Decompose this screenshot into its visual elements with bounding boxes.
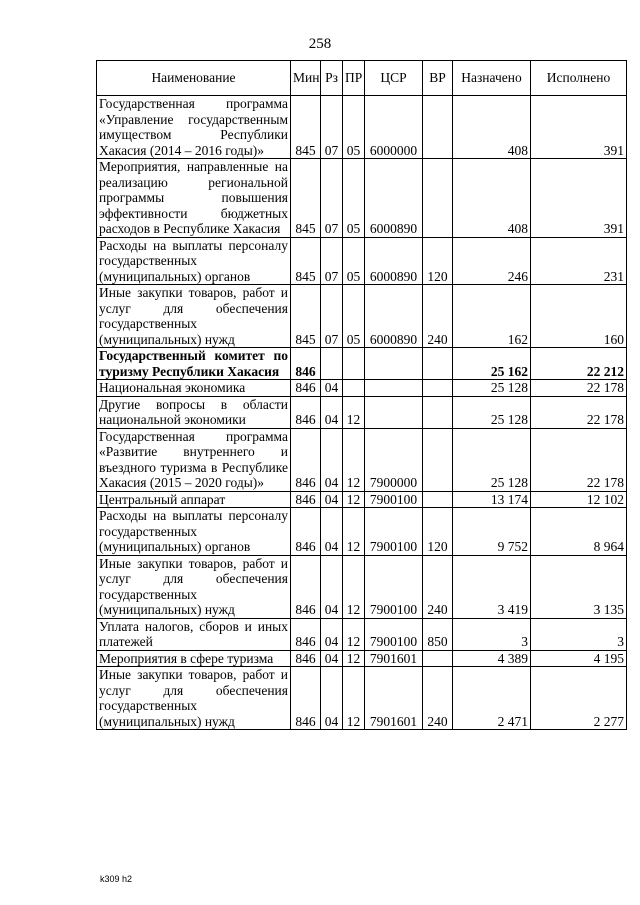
cell-name: Расходы на выплаты персоналу государственных (муниципальных) органов (97, 237, 291, 285)
cell-min: 846 (291, 508, 321, 556)
table-row (97, 96, 627, 159)
cell-executed: 12 102 (531, 491, 627, 508)
cell-assigned: 25 162 (453, 348, 531, 380)
cell-executed: 22 178 (531, 428, 627, 491)
header-rz: Рз (321, 61, 343, 96)
cell-rz (321, 348, 343, 380)
cell-assigned: 162 (453, 285, 531, 348)
cell-rz: 04 (321, 380, 343, 397)
cell-min: 846 (291, 491, 321, 508)
cell-assigned: 25 128 (453, 396, 531, 428)
cell-rz: 07 (321, 237, 343, 285)
cell-csr: 6000890 (365, 237, 423, 285)
cell-min: 846 (291, 428, 321, 491)
cell-name: Мероприятия, направленные на реализацию региональной программы повышения эффективности бюджетных расходов в Республике Хакасия (97, 159, 291, 238)
table-row (97, 491, 627, 508)
cell-name: Другие вопросы в области национальной экономики (97, 396, 291, 428)
page-number: 258 (308, 36, 332, 52)
cell-vr (423, 396, 453, 428)
cell-executed: 3 135 (531, 555, 627, 618)
cell-min: 846 (291, 348, 321, 380)
table-row (97, 348, 627, 380)
cell-vr: 120 (423, 508, 453, 556)
cell-csr: 7901601 (365, 667, 423, 730)
cell-name: Государственный комитет по туризму Республики Хакасия (97, 348, 291, 380)
table-header-row (97, 61, 627, 96)
cell-assigned: 408 (453, 96, 531, 159)
cell-vr: 240 (423, 285, 453, 348)
cell-csr: 7900100 (365, 618, 423, 650)
table-row (97, 508, 627, 556)
cell-vr: 850 (423, 618, 453, 650)
cell-pr: 12 (343, 667, 365, 730)
cell-executed: 22 212 (531, 348, 627, 380)
cell-executed: 231 (531, 237, 627, 285)
cell-pr: 12 (343, 396, 365, 428)
table-row (97, 380, 627, 397)
cell-pr: 05 (343, 159, 365, 238)
cell-name: Иные закупки товаров, работ и услуг для обеспечения государственных (муниципальных) нужд (97, 285, 291, 348)
cell-name: Уплата налогов, сборов и иных платежей (97, 618, 291, 650)
cell-rz: 07 (321, 285, 343, 348)
cell-executed: 22 178 (531, 396, 627, 428)
cell-csr (365, 380, 423, 397)
cell-vr: 120 (423, 237, 453, 285)
cell-assigned: 25 128 (453, 428, 531, 491)
cell-name: Центральный аппарат (97, 491, 291, 508)
cell-vr (423, 650, 453, 667)
cell-vr (423, 428, 453, 491)
table-row (97, 396, 627, 428)
cell-csr: 6000890 (365, 159, 423, 238)
cell-pr: 12 (343, 618, 365, 650)
footer-code: k309 h2 (100, 874, 133, 884)
cell-name: Государственная программа «Развитие внутреннего и въездного туризма в Республике Хакасия (2015 – 2020 годы)» (97, 428, 291, 491)
cell-vr: 240 (423, 667, 453, 730)
cell-assigned: 3 (453, 618, 531, 650)
cell-rz: 04 (321, 650, 343, 667)
cell-pr: 12 (343, 491, 365, 508)
cell-executed: 160 (531, 285, 627, 348)
cell-vr (423, 96, 453, 159)
cell-pr: 05 (343, 96, 365, 159)
table-row (97, 237, 627, 285)
cell-assigned: 13 174 (453, 491, 531, 508)
cell-vr (423, 348, 453, 380)
cell-assigned: 408 (453, 159, 531, 238)
cell-name: Мероприятия в сфере туризма (97, 650, 291, 667)
header-vr: ВР (423, 61, 453, 96)
cell-pr (343, 348, 365, 380)
cell-min: 846 (291, 650, 321, 667)
cell-executed: 22 178 (531, 380, 627, 397)
cell-assigned: 2 471 (453, 667, 531, 730)
cell-assigned: 246 (453, 237, 531, 285)
cell-name: Государственная программа «Управление государственным имуществом Республики Хакасия (2014 – 2016 годы)» (97, 96, 291, 159)
cell-executed: 391 (531, 159, 627, 238)
cell-csr: 7900100 (365, 491, 423, 508)
header-name: Наименование (97, 61, 291, 96)
cell-assigned: 3 419 (453, 555, 531, 618)
cell-name: Иные закупки товаров, работ и услуг для обеспечения государственных (муниципальных) нужд (97, 555, 291, 618)
cell-rz: 04 (321, 428, 343, 491)
cell-pr (343, 380, 365, 397)
table-row (97, 618, 627, 650)
cell-vr (423, 491, 453, 508)
table-row (97, 555, 627, 618)
cell-assigned: 4 389 (453, 650, 531, 667)
cell-rz: 07 (321, 96, 343, 159)
budget-table (96, 60, 627, 730)
cell-assigned: 9 752 (453, 508, 531, 556)
cell-csr: 6000000 (365, 96, 423, 159)
cell-min: 846 (291, 618, 321, 650)
cell-rz: 04 (321, 508, 343, 556)
table-body (97, 96, 627, 730)
cell-vr: 240 (423, 555, 453, 618)
cell-vr (423, 159, 453, 238)
cell-rz: 04 (321, 396, 343, 428)
table-row (97, 285, 627, 348)
cell-name: Расходы на выплаты персоналу государственных (муниципальных) органов (97, 508, 291, 556)
header-csr: ЦСР (365, 61, 423, 96)
cell-csr: 7900100 (365, 555, 423, 618)
table-row (97, 428, 627, 491)
cell-rz: 04 (321, 555, 343, 618)
cell-csr: 6000890 (365, 285, 423, 348)
cell-min: 845 (291, 285, 321, 348)
table-row (97, 650, 627, 667)
cell-pr: 05 (343, 285, 365, 348)
header-assigned: Назначено (453, 61, 531, 96)
cell-name: Иные закупки товаров, работ и услуг для обеспечения государственных (муниципальных) нужд (97, 667, 291, 730)
cell-rz: 04 (321, 618, 343, 650)
cell-min: 845 (291, 159, 321, 238)
cell-name: Национальная экономика (97, 380, 291, 397)
cell-min: 845 (291, 96, 321, 159)
cell-pr: 12 (343, 428, 365, 491)
cell-pr: 12 (343, 508, 365, 556)
header-min: Мин (291, 61, 321, 96)
cell-min: 846 (291, 555, 321, 618)
cell-executed: 8 964 (531, 508, 627, 556)
table-row (97, 159, 627, 238)
cell-pr: 12 (343, 650, 365, 667)
cell-min: 846 (291, 396, 321, 428)
header-executed: Исполнено (531, 61, 627, 96)
cell-executed: 391 (531, 96, 627, 159)
cell-pr: 05 (343, 237, 365, 285)
cell-csr: 7900100 (365, 508, 423, 556)
cell-csr (365, 396, 423, 428)
cell-vr (423, 380, 453, 397)
cell-executed: 3 (531, 618, 627, 650)
cell-rz: 04 (321, 667, 343, 730)
header-pr: ПР (343, 61, 365, 96)
table-row (97, 667, 627, 730)
cell-csr: 7900000 (365, 428, 423, 491)
cell-min: 846 (291, 667, 321, 730)
cell-executed: 2 277 (531, 667, 627, 730)
cell-assigned: 25 128 (453, 380, 531, 397)
cell-csr: 7901601 (365, 650, 423, 667)
cell-min: 846 (291, 380, 321, 397)
cell-executed: 4 195 (531, 650, 627, 667)
cell-min: 845 (291, 237, 321, 285)
cell-csr (365, 348, 423, 380)
cell-rz: 07 (321, 159, 343, 238)
cell-pr: 12 (343, 555, 365, 618)
cell-rz: 04 (321, 491, 343, 508)
